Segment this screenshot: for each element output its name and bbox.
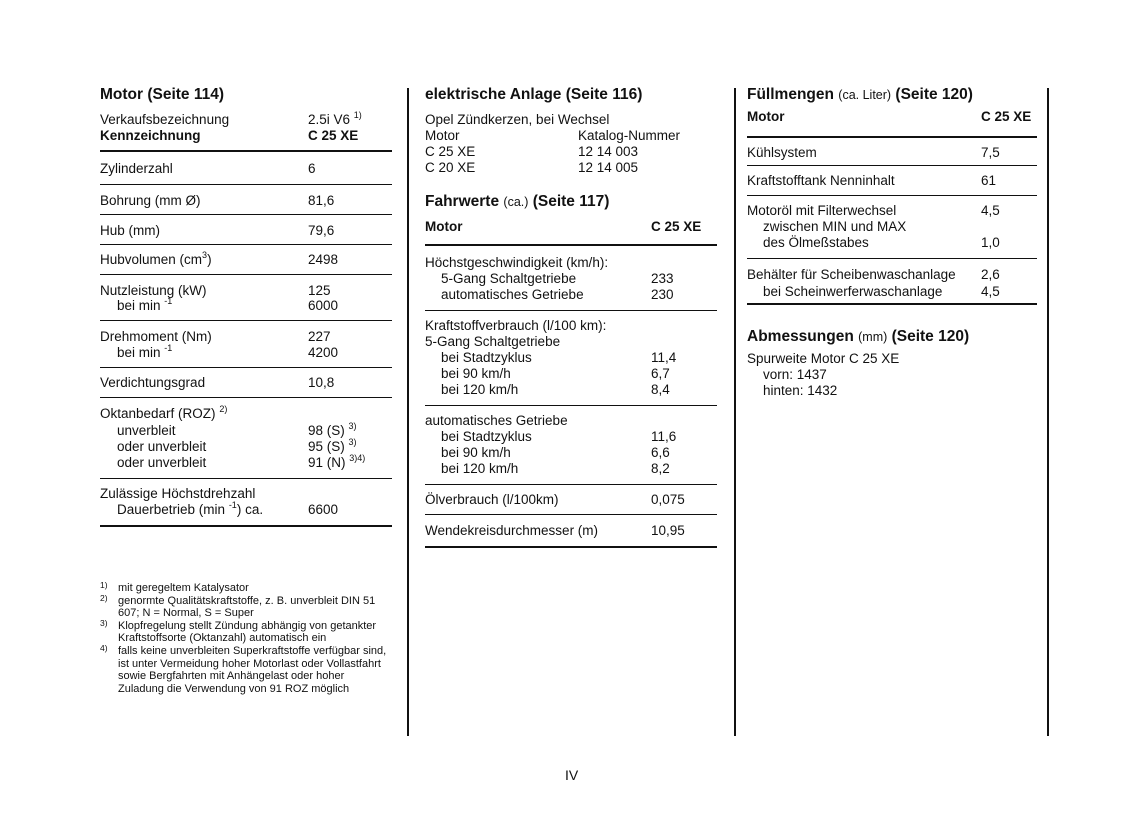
row-rule: [425, 514, 717, 515]
row-rule: [747, 165, 1037, 166]
footnote-text: Klopfregelung stellt Zündung abhängig von getankter Kraftstoffsorte (Oktanzahl) automatisch ein: [118, 619, 377, 645]
consumption-item-label: bei 90 km/h: [441, 366, 511, 381]
tank-label: Kraftstofftank Nenninhalt: [747, 173, 895, 188]
power-label: Nutzleistung (kW): [100, 283, 207, 298]
top-speed-item-value: 233: [651, 271, 674, 286]
motor-heading: Motor (Seite 114): [100, 86, 225, 103]
footnote-number: 2): [100, 592, 108, 603]
dipstick-label: des Ölmeßstabes: [763, 235, 869, 250]
header-rule: [425, 244, 717, 246]
consumption-item-label: bei Stadtzyklus: [441, 350, 532, 365]
top-speed-item-label: automatisches Getriebe: [441, 287, 584, 302]
continuous-rpm-label: Dauerbetrieb (min $^{-1}$) ca.: [117, 500, 264, 517]
consumption-item-value: 6,7: [651, 366, 670, 381]
footnote-text: mit geregeltem Katalysator: [118, 582, 249, 594]
bore-value: 81,6: [308, 193, 335, 208]
max-rpm-label: Zulässige Höchstdrehzahl: [100, 486, 256, 501]
headlamp-washer-value: 4,5: [981, 284, 1000, 299]
consumption-item-value: 6,6: [651, 445, 670, 460]
fill-heading: Füllmengen (ca. Liter) (Seite 120): [747, 86, 973, 103]
cylinders-label: Zylinderzahl: [100, 161, 173, 176]
engine-code-label: Kennzeichnung: [100, 128, 201, 143]
spark-plug-number: 12 14 005: [578, 160, 639, 175]
octane-item-value: 91 (N) $^{3)4)}$: [308, 453, 366, 470]
row-rule: [100, 397, 392, 398]
footnote-number: 3): [100, 617, 108, 628]
driving-heading: Fahrwerte (ca.) (Seite 117): [425, 193, 610, 210]
spark-plug-intro: Opel Zündkerzen, bei Wechsel: [425, 112, 610, 127]
footnotes: [100, 582, 392, 695]
tank-value: 61: [981, 173, 997, 188]
footnote-item: [100, 582, 392, 595]
fill-dimensions-section: [747, 0, 1037, 420]
consumption-item-value: 11,6: [651, 429, 677, 444]
displacement-value: 2498: [308, 252, 339, 267]
track-rear: hinten: 1432: [763, 383, 838, 398]
row-rule: [100, 244, 392, 245]
compression-label: Verdichtungsgrad: [100, 375, 206, 390]
spark-plug-col-number: Katalog-Nummer: [578, 128, 681, 143]
top-speed-item-value: 230: [651, 287, 674, 302]
column-divider-2: [734, 88, 736, 736]
column-divider-1: [407, 88, 409, 736]
consumption-label: Kraftstoffverbrauch (l/100 km):: [425, 318, 607, 333]
cooling-label: Kühlsystem: [747, 145, 817, 160]
octane-item-label: unverbleit: [117, 423, 176, 438]
displacement-label: Hubvolumen $(cm^3)$: [100, 250, 212, 267]
power-rpm-label: bei min $^{-1}$: [117, 296, 173, 313]
row-rule: [747, 195, 1037, 196]
washer-label: Behälter für Scheibenwaschanlage: [747, 267, 956, 282]
headlamp-washer-label: bei Scheinwerferwaschanlage: [763, 284, 943, 299]
octane-item-value: 95 (S) $^{3)}$: [308, 437, 357, 454]
top-speed-label: Höchstgeschwindigkeit (km/h):: [425, 255, 609, 270]
oil-between-label: zwischen MIN und MAX: [763, 219, 907, 234]
footnote-text: falls keine unverbleiten Superkraftstoffe verfügbar sind, ist unter Vermeidung hoher Motorlast oder Vollastfahrt sowie Bergfahrten mit Anhängelast oder hoher Zuladung die Verwendung von 91 ROZ möglich: [118, 644, 387, 695]
footnote-number: 4): [100, 642, 108, 653]
section-end-rule: [100, 525, 392, 527]
torque-rpm-label: bei min $^{-1}$: [117, 343, 173, 360]
row-rule: [100, 478, 392, 479]
row-rule: [425, 405, 717, 406]
column-divider-3: [1047, 88, 1049, 736]
consumption-item-label: bei 120 km/h: [441, 382, 519, 397]
oil-consumption-label: Ölverbrauch (l/100km): [425, 492, 559, 507]
spark-plug-number: 12 14 003: [578, 144, 639, 159]
footnote-number: 1): [100, 580, 108, 590]
sales-name-value: 2.5i V6 $^{1)}$: [308, 110, 362, 127]
section-end-rule: [425, 546, 717, 548]
dimensions-heading: Abmessungen (mm) (Seite 120): [747, 328, 970, 345]
row-rule: [425, 310, 717, 311]
row-rule: [100, 367, 392, 368]
turning-circle-label: Wendekreisdurchmesser (m): [425, 523, 599, 538]
octane-item-label: oder unverbleit: [117, 455, 207, 470]
header-rule: [747, 136, 1037, 138]
engine-oil-label: Motoröl mit Filterwechsel: [747, 203, 897, 218]
auto-gearbox-label: automatisches Getriebe: [425, 413, 568, 428]
electrical-driving-section: [425, 0, 717, 560]
consumption-item-value: 8,2: [651, 461, 670, 476]
engine-code-value: C 25 XE: [308, 128, 359, 143]
consumption-item-label: bei 120 km/h: [441, 461, 519, 476]
page-number: IV: [565, 767, 579, 783]
power-value: 125: [308, 283, 331, 298]
section-end-rule: [747, 303, 1037, 305]
dipstick-value: 1,0: [981, 235, 1000, 250]
row-rule: [100, 274, 392, 275]
consumption-item-label: bei Stadtzyklus: [441, 429, 532, 444]
row-rule: [100, 214, 392, 215]
spark-plug-engine: C 20 XE: [425, 160, 476, 175]
spark-plug-col-engine: Motor: [425, 128, 460, 143]
electrical-heading: elektrische Anlage (Seite 116): [425, 86, 643, 103]
power-rpm-value: 6000: [308, 298, 339, 313]
row-rule: [100, 320, 392, 321]
track-width-label: Spurweite Motor C 25 XE: [747, 351, 900, 366]
driving-col-engine: Motor: [425, 219, 463, 234]
top-speed-item-label: 5-Gang Schaltgetriebe: [441, 271, 577, 286]
header-rule: [100, 150, 392, 152]
row-rule: [425, 484, 717, 485]
driving-col-model: C 25 XE: [651, 219, 702, 234]
cylinders-value: 6: [308, 161, 316, 176]
footnote-item: [100, 642, 392, 695]
row-rule: [747, 258, 1037, 259]
torque-rpm-value: 4200: [308, 345, 339, 360]
consumption-item-value: 8,4: [651, 382, 670, 397]
consumption-item-value: 11,4: [651, 350, 677, 365]
manual-gearbox-label: 5-Gang Schaltgetriebe: [425, 334, 561, 349]
engine-oil-value: 4,5: [981, 203, 1000, 218]
sales-name-label: Verkaufsbezeichnung: [100, 112, 230, 127]
fill-col-engine: Motor: [747, 109, 785, 124]
torque-label: Drehmoment (Nm): [100, 329, 212, 344]
compression-value: 10,8: [308, 375, 335, 390]
track-front: vorn: 1437: [763, 367, 827, 382]
footnote-item: [100, 617, 392, 645]
consumption-item-label: bei 90 km/h: [441, 445, 511, 460]
octane-item-value: 98 (S) $^{3)}$: [308, 421, 357, 438]
footnote-item: [100, 592, 392, 620]
stroke-label: Hub (mm): [100, 223, 160, 238]
oil-consumption-value: 0,075: [651, 492, 685, 507]
washer-value: 2,6: [981, 267, 1000, 282]
fill-col-model: C 25 XE: [981, 109, 1032, 124]
max-rpm-value: 6600: [308, 502, 339, 517]
octane-label: Oktanbedarf (ROZ) $^{2)}$: [100, 404, 228, 421]
row-rule: [100, 184, 392, 185]
octane-item-label: oder unverbleit: [117, 439, 207, 454]
stroke-value: 79,6: [308, 223, 335, 238]
motor-section: [100, 0, 392, 580]
bore-label: Bohrung (mm Ø): [100, 193, 201, 208]
spark-plug-engine: C 25 XE: [425, 144, 476, 159]
cooling-value: 7,5: [981, 145, 1000, 160]
footnote-text: genormte Qualitätskraftstoffe, z. B. unverbleit DIN 51 607; N = Normal, S = Super: [118, 594, 376, 620]
torque-value: 227: [308, 329, 331, 344]
turning-circle-value: 10,95: [651, 523, 685, 538]
